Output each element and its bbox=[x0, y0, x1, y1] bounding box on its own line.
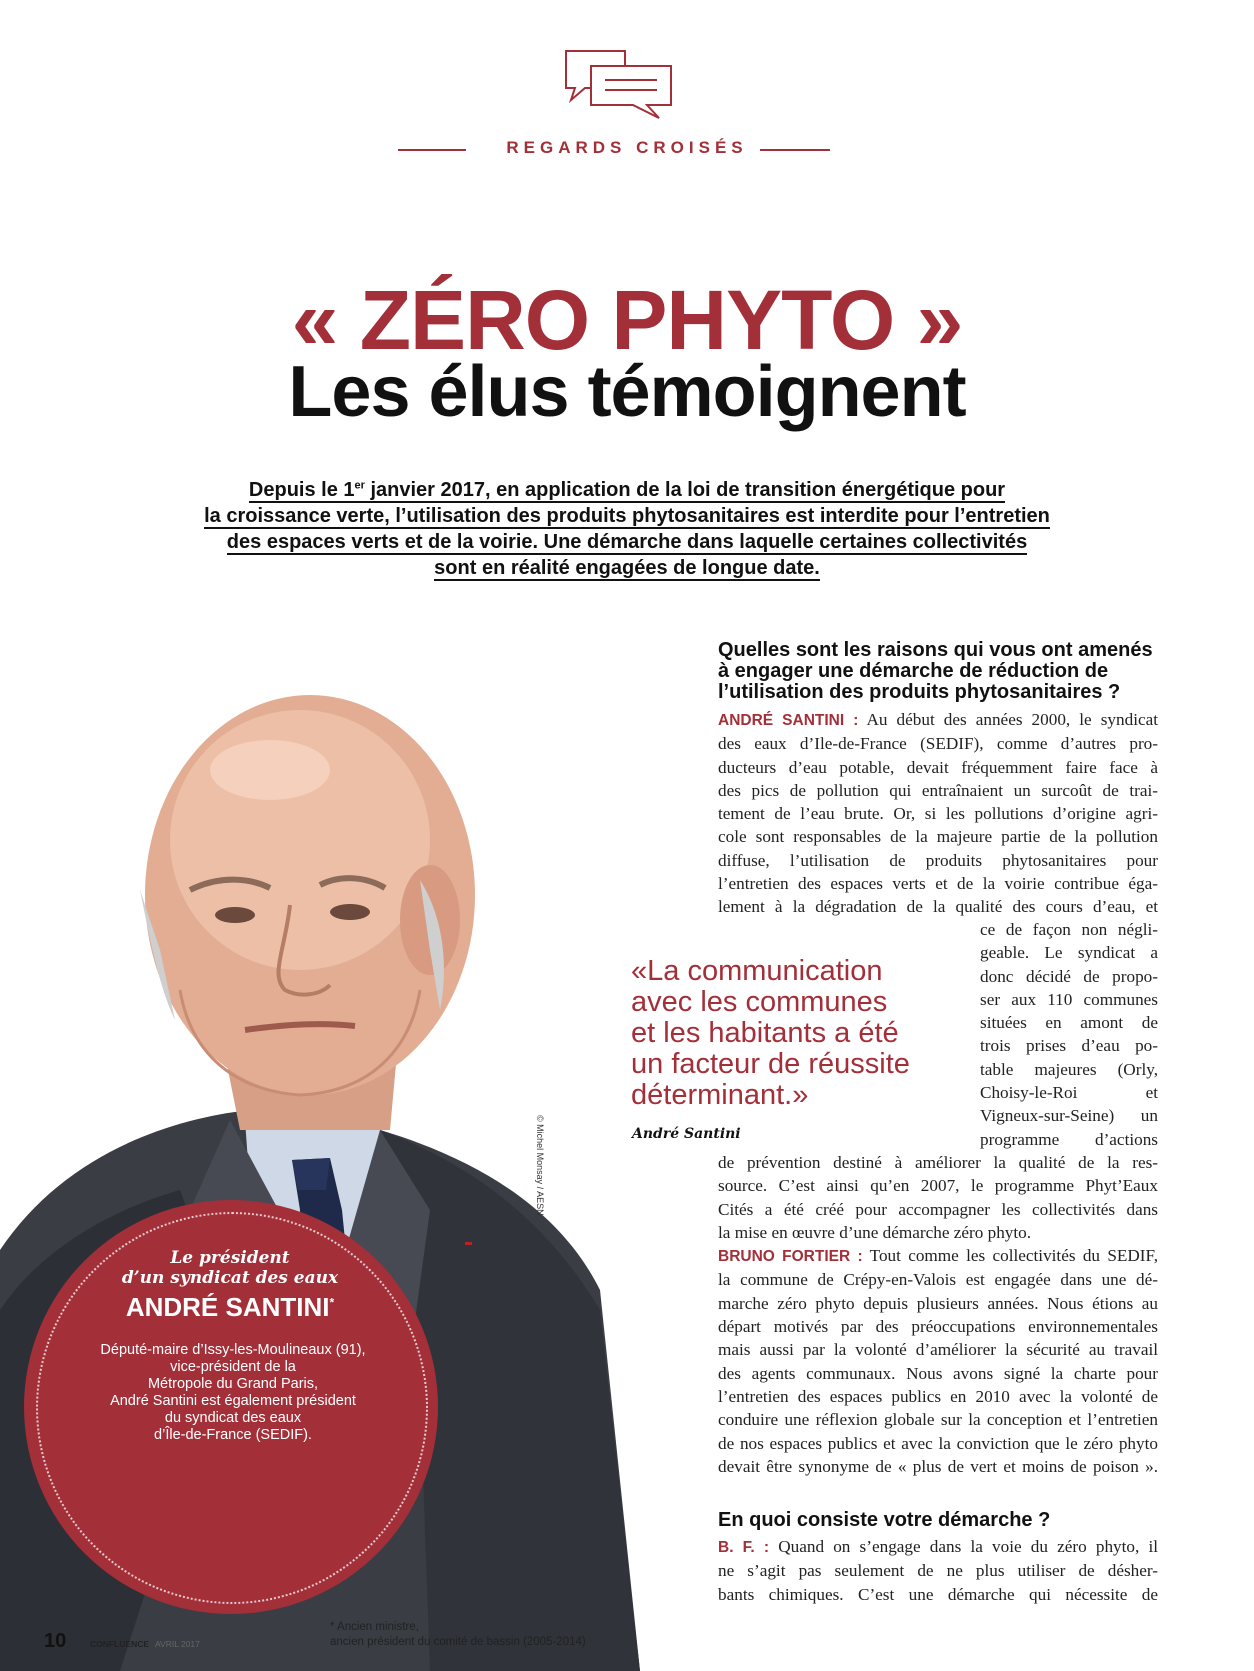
answer-line: mais aussi par la volonté d’améliorer la sécurité au travail bbox=[718, 1340, 1158, 1360]
page-number: 10 bbox=[44, 1630, 67, 1652]
answer-line: l’entretien des espaces publics en 2010 avec la volonté de bbox=[718, 1386, 1158, 1406]
footnote: * Ancien ministre, ancien président du comité de bassin (2005-2014) bbox=[330, 1621, 586, 1648]
headline-primary: « ZÉRO PHYTO » bbox=[291, 273, 963, 367]
superscript: er bbox=[354, 479, 365, 491]
answer-line: source. C’est ainsi qu’en 2007, le programme Phyt’Eaux bbox=[718, 1176, 1158, 1196]
answer-line: donc décidé de propo- bbox=[980, 966, 1158, 986]
answer-line: des agents communaux. Nous avons signé la charte pour bbox=[718, 1363, 1158, 1383]
answer-line: programme d’actions bbox=[980, 1129, 1158, 1149]
magazine-name: CONFLUENCE bbox=[90, 1639, 150, 1649]
answer-line: la commune de Crépy-en-Valois est engagée dans une dé- bbox=[718, 1270, 1158, 1290]
answer-line: ANDRÉ SANTINI : Au début des années 2000, le syndicat bbox=[718, 710, 1158, 729]
issue-date: AVRIL 2017 bbox=[155, 1639, 200, 1649]
answer-line: situées en amont de bbox=[980, 1013, 1158, 1033]
section-label: REGARDS CROISÉS bbox=[506, 138, 748, 157]
answer-line: de nos espaces publics et avec la conviction que le zéro phyto bbox=[718, 1433, 1158, 1453]
profile-name: ANDRÉ SANTINI* bbox=[125, 1292, 335, 1322]
answer-line: Cités a été créé pour accompagner les collectivités dans bbox=[718, 1199, 1158, 1219]
answer-line: ser aux 110 communes bbox=[980, 989, 1158, 1009]
question-1: Quelles sont les raisons qui vous ont amenés à engager une démarche de réduction de l’utilisation des produits phytosanitaires ? bbox=[718, 639, 1153, 703]
answer-line: tement de l’eau brute. Or, si les pollutions d’origine agri- bbox=[718, 804, 1158, 824]
intro-line-1: Depuis le 1er janvier 2017, en application de la loi de transition énergétique pour bbox=[248, 478, 1006, 501]
pull-quote-author: André Santini bbox=[632, 1126, 741, 1142]
pull-quote: «La communication avec les communes et les habitants a été un facteur de réussite déterminant.» bbox=[631, 955, 910, 1111]
answer-line: geable. Le syndicat a bbox=[980, 943, 1158, 963]
intro-line-3: des espaces verts et de la voirie. Une démarche dans laquelle certaines collectivités bbox=[226, 530, 1028, 553]
answer-line: des pics de pollution qui entraînaient un surcoût de trai- bbox=[718, 780, 1158, 800]
answer-line: lement à la dégradation de la qualité des cours d’eau, et bbox=[718, 897, 1158, 917]
answer-line: marche zéro phyto depuis plusieurs années. Nous étions au bbox=[718, 1293, 1158, 1313]
profile-role: Le président d’un syndicat des eaux bbox=[121, 1248, 339, 1288]
speaker-label: B. F. : bbox=[718, 1539, 770, 1556]
answer-line: cole sont responsables de la majeure partie de la pollution bbox=[718, 827, 1158, 847]
answer-line: ce de façon non négli- bbox=[980, 920, 1158, 939]
answer-line: la mise en œuvre d’une démarche zéro phyto. bbox=[718, 1222, 1032, 1242]
speaker-label: BRUNO FORTIER : bbox=[718, 1248, 863, 1266]
photo-credit: © Michel Monsay / AESN bbox=[535, 1115, 545, 1216]
intro-line-4: sont en réalité engagées de longue date. bbox=[434, 556, 820, 579]
answer-line: de prévention destiné à améliorer la qualité de la res- bbox=[718, 1153, 1158, 1172]
question-2: En quoi consiste votre démarche ? bbox=[718, 1509, 1051, 1531]
answer-line: devait être synonyme de « plus de vert et moins de poison ». bbox=[718, 1456, 1158, 1476]
answer-line: table majeures (Orly, bbox=[980, 1059, 1158, 1079]
speech-bubbles-icon bbox=[563, 48, 673, 120]
intro-line-2: la croissance verte, l’utilisation des produits phytosanitaires est interdite pour l’entretien bbox=[204, 504, 1050, 527]
answer-line: B. F. : Quand on s’engage dans la voie du zéro phyto, il bbox=[718, 1537, 1159, 1556]
answer-line: conduire une réflexion globale sur la conception et l’entretien bbox=[718, 1410, 1158, 1430]
answer-line: départ motivés par des préoccupations environnementales bbox=[718, 1317, 1158, 1337]
section-rule-right bbox=[760, 149, 830, 151]
profile-bio: Député-maire d’Issy-les-Moulineaux (91), vice-président de la Métropole du Grand Paris, André Santini est également président du syndicat des eaux d’Île-de-France (SEDIF). bbox=[100, 1342, 366, 1443]
answer-1-end bbox=[718, 1151, 1158, 1478]
answer-line: BRUNO FORTIER : Tout comme les collectivités du SEDIF, bbox=[718, 1246, 1158, 1266]
answer-line: trois prises d’eau po- bbox=[980, 1036, 1158, 1056]
speaker-label: ANDRÉ SANTINI : bbox=[718, 712, 859, 729]
answer-line: ne s’agit pas seulement de ne plus utiliser de désher- bbox=[718, 1561, 1158, 1581]
answer-line: Choisy-le-Roi et bbox=[980, 1083, 1158, 1103]
headline-secondary: Les élus témoignent bbox=[288, 352, 966, 432]
answer-line: l’entretien des espaces verts et de la voirie contribue éga- bbox=[718, 874, 1158, 894]
intro-paragraph bbox=[170, 472, 1084, 581]
answer-3 bbox=[718, 1535, 1158, 1606]
answer-line: des eaux d’Ile-de-France (SEDIF), comme d’autres pro- bbox=[718, 734, 1158, 754]
answer-line: diffuse, l’utilisation de produits phytosanitaires pour bbox=[718, 850, 1158, 870]
answer-line: Vigneux-sur-Seine) un bbox=[980, 1106, 1158, 1126]
answer-1-narrow bbox=[980, 918, 1158, 1151]
answer-line: bants chimiques. C’est une démarche qui nécessite de bbox=[718, 1584, 1158, 1604]
answer-1 bbox=[718, 708, 1158, 919]
answer-line: ducteurs d’eau potable, devait fréquemment faire face à bbox=[718, 757, 1158, 777]
